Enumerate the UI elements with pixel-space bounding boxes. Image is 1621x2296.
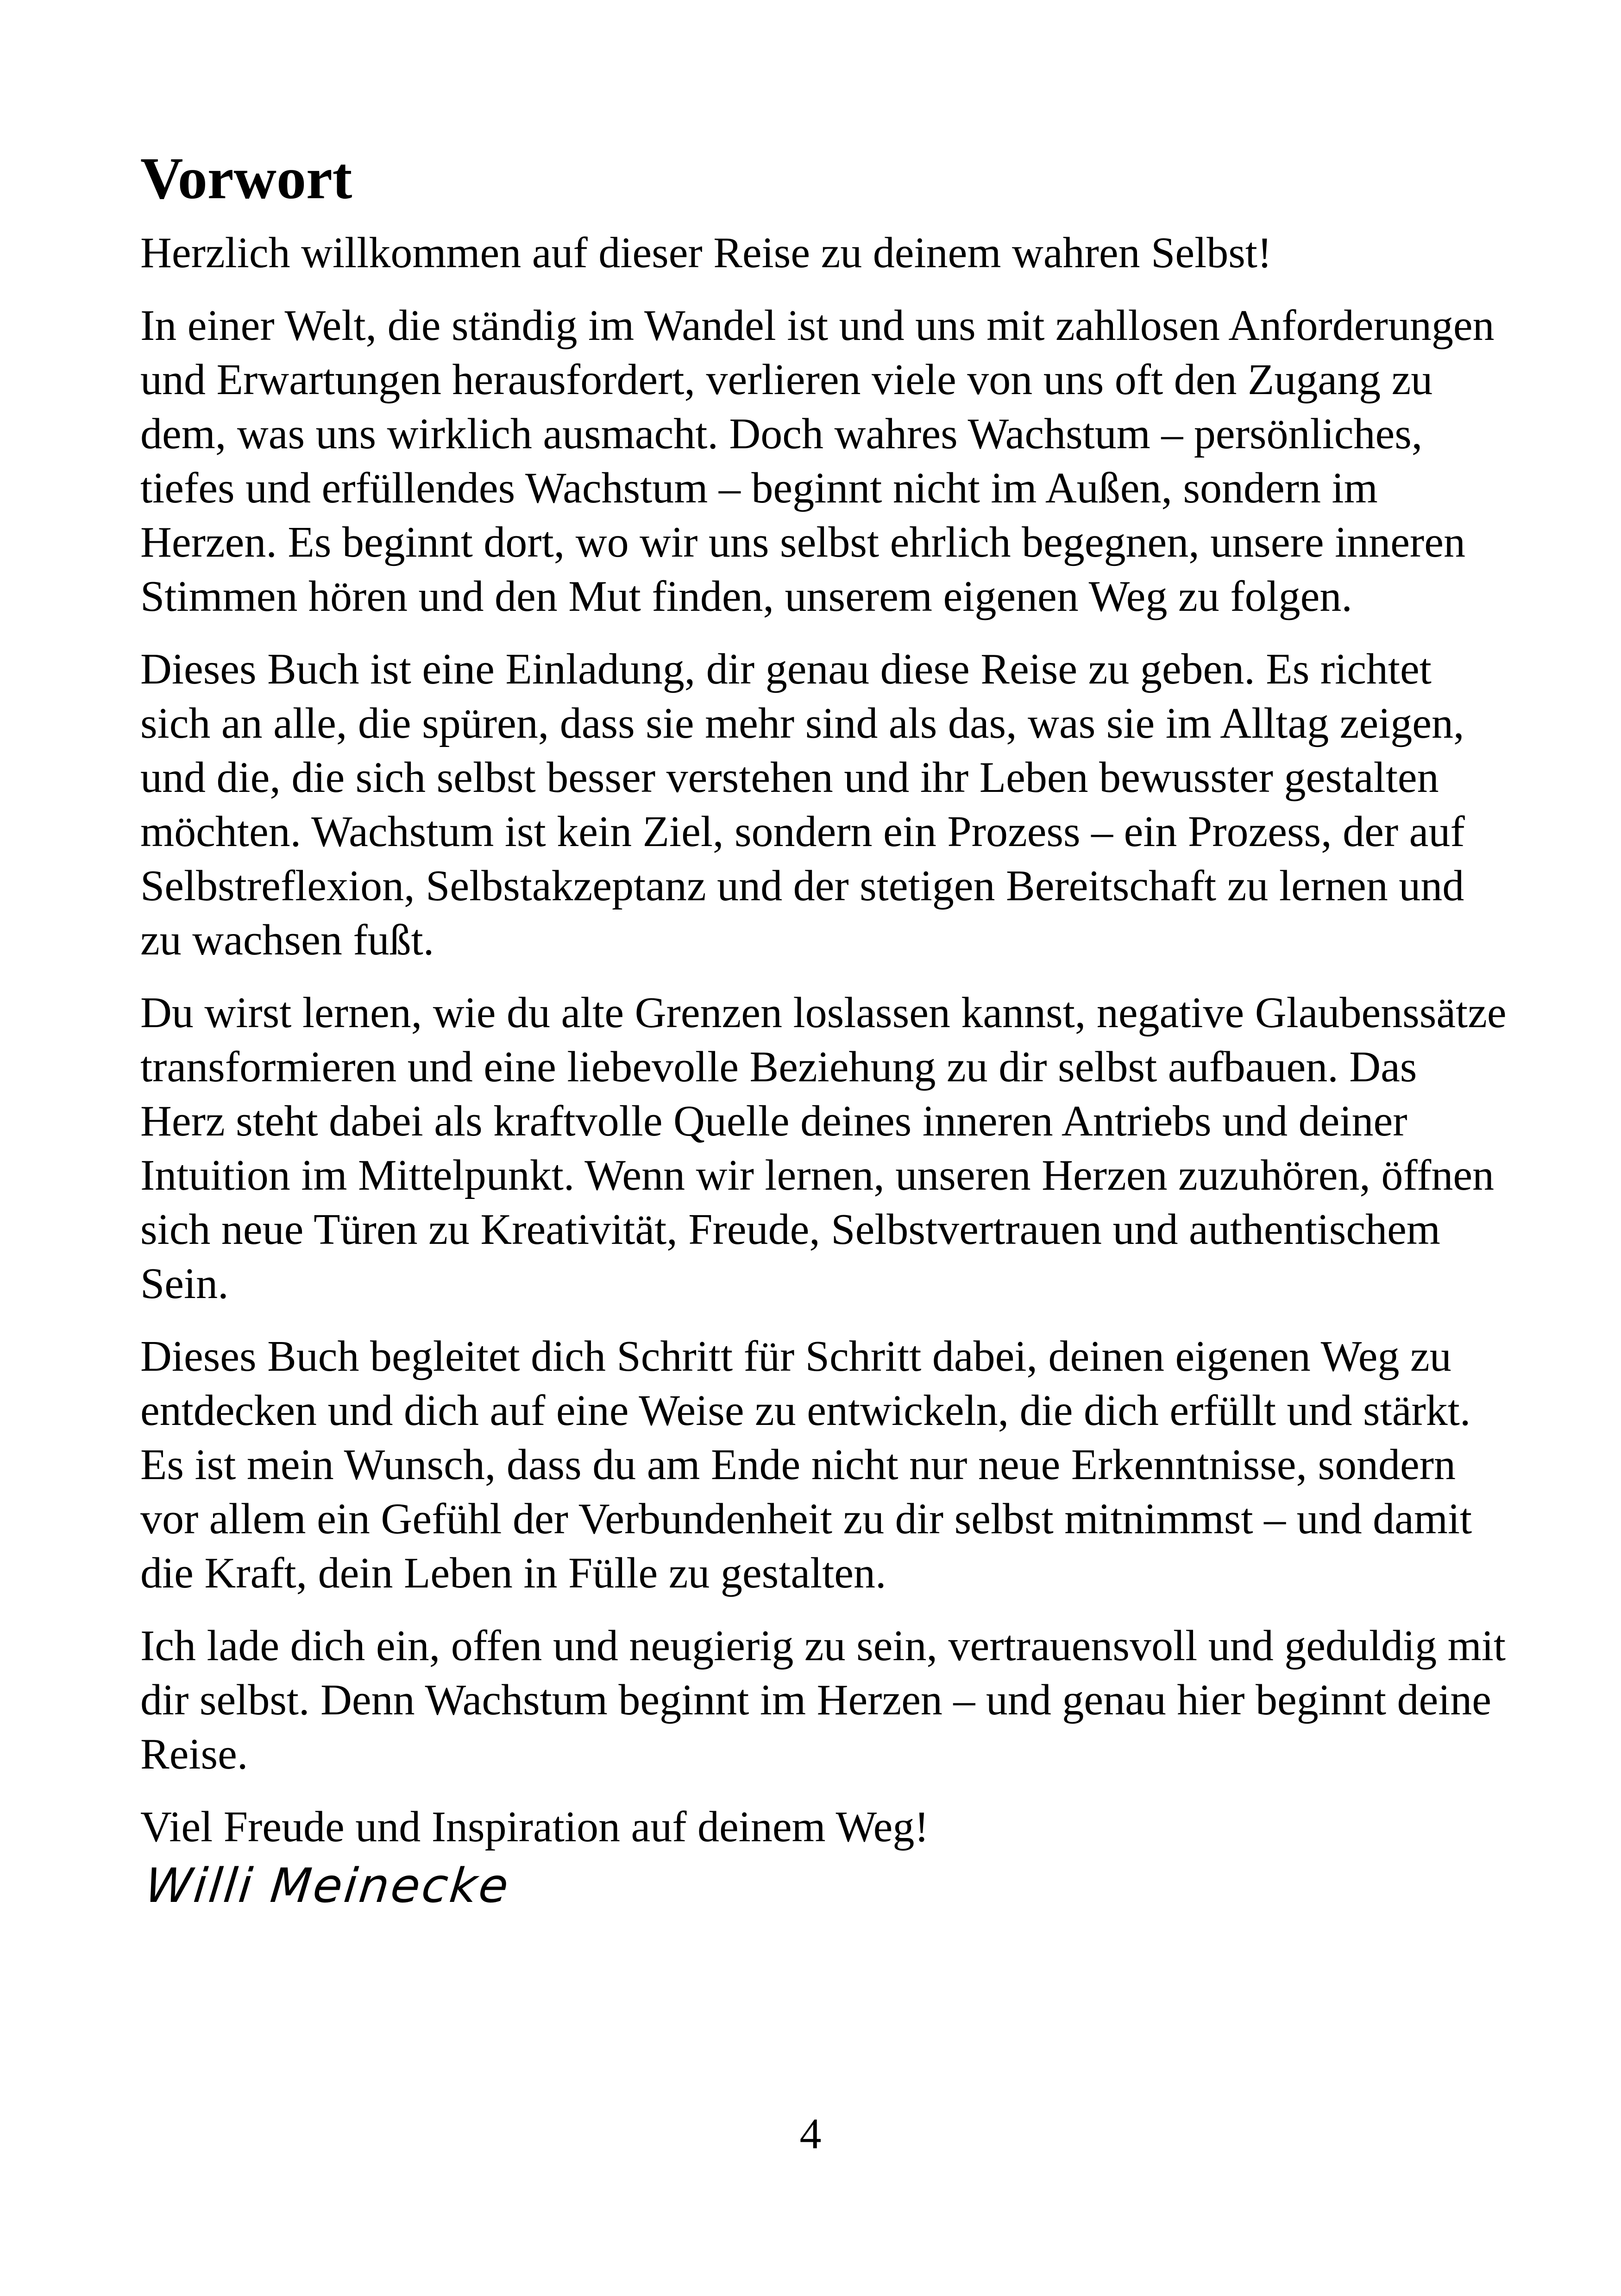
author-signature: Willi Meinecke <box>142 1858 513 1913</box>
page-number: 4 <box>799 2110 822 2158</box>
paragraph: Dieses Buch ist eine Einladung, dir genau diese Reise zu geben. Es richtet sich an alle, die spüren, dass sie mehr sind als das, was sie im Alltag zeigen, und die, die sich selbst besser verstehen und ihr Leben bewusster gestalten möchten. Wachstum ist kein Ziel, sondern ein Prozess – ein Prozess, der auf Selbstreflexion, Selbstakzeptanz und der stetigen Bereitschaft zu lernen und zu wachsen fußt. <box>140 645 1465 964</box>
page-content <box>140 144 1511 1916</box>
paragraph: Ich lade dich ein, offen und neugierig zu sein, vertrauensvoll und geduldig mit dir selbst. Denn Wachstum beginnt im Herzen – und genau hier beginnt deine Reise. <box>140 1622 1506 1778</box>
closing-line: Viel Freude und Inspiration auf deinem Weg! <box>140 1803 929 1851</box>
greeting-line: Herzlich willkommen auf dieser Reise zu deinem wahren Selbst! <box>140 229 1272 277</box>
paragraph: Du wirst lernen, wie du alte Grenzen loslassen kannst, negative Glaubenssätze transformieren und eine liebevolle Beziehung zu dir selbst aufbauen. Das Herz steht dabei als kraftvolle Quelle deines inneren Antriebs und deiner Intuition im Mittelpunkt. Wenn wir lernen, unseren Herzen zuzuhören, öffnen sich neue Türen zu Kreativität, Freude, Selbstvertrauen und authentischem Sein. <box>140 989 1507 1308</box>
paragraph: In einer Welt, die ständig im Wandel ist und uns mit zahllosen Anforderungen und Erwartungen herausfordert, verlieren viele von uns oft den Zugang zu dem, was uns wirklich ausmacht. Doch wahres Wachstum – persönliches, tiefes und erfüllendes Wachstum – beginnt nicht im Außen, sondern im Herzen. Es beginnt dort, wo wir uns selbst ehrlich begegnen, unsere inneren Stimmen hören und den Mut finden, unserem eigenen Weg zu folgen. <box>140 301 1495 621</box>
paragraph: Dieses Buch begleitet dich Schritt für Schritt dabei, deinen eigenen Weg zu entdecken und dich auf eine Weise zu entwickeln, die dich erfüllt und stärkt. Es ist mein Wunsch, dass du am Ende nicht nur neue Erkenntnisse, sondern vor allem ein Gefühl der Verbundenheit zu dir selbst mitnimmst – und damit die Kraft, dein Leben in Fülle zu gestalten. <box>140 1332 1472 1597</box>
page-title: Vorwort <box>140 145 352 211</box>
